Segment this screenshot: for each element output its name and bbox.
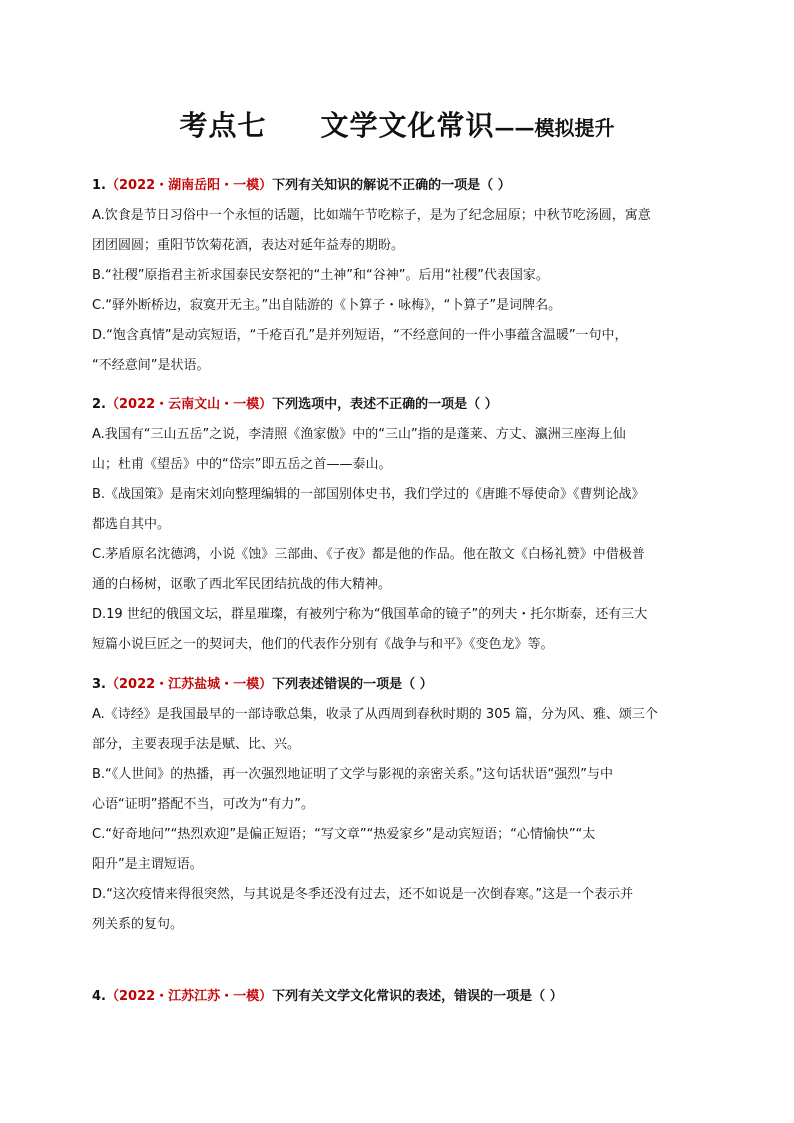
question-3-line: 阳升”是主谓短语。 (92, 857, 203, 872)
question-3 (92, 670, 710, 940)
title-part-subject: 文学文化常识 (320, 109, 495, 142)
question-3-line: C.“好奇地问”“热烈欢迎”是偏正短语；“写文章”“热爱家乡”是动宾短语；“心情愉快”“太 (92, 827, 596, 842)
question-1-line: 团团圆圆；重阳节饮菊花酒，表达对延年益寿的期盼。 (92, 238, 405, 253)
question-2-line: 都选自其中。 (92, 517, 171, 532)
question-number: 1. (92, 178, 106, 193)
question-3-line: A.《诗经》是我国最早的一部诗歌总集，收录了从西周到春秋时期的 305 篇，分为风、雅、颂三个 (92, 707, 658, 722)
question-3-line: D.“这次疫情来得很突然，与其说是冬季还没有过去，还不如说是一次倒春寒。”这是一个表示并 (92, 887, 634, 902)
question-2-line: 短篇小说巨匠之一的契诃夫，他们的代表作分别有《战争与和平》《变色龙》等。 (92, 637, 554, 652)
question-source: （2022・江苏江苏・一模） (105, 989, 273, 1004)
question-1 (92, 171, 710, 381)
question-stem: 下列表述错误的一项是（ ） (272, 677, 433, 692)
question-4-header (92, 982, 710, 1012)
question-2-line: A.我国有“三山五岳”之说，李清照《渔家傲》中的“三山”指的是蓬莱、方丈、瀛洲三座海上仙 (92, 427, 626, 442)
page-title (0, 104, 794, 144)
question-2-line: C.茅盾原名沈德鸿，小说《蚀》三部曲、《子夜》都是他的作品。他在散文《白杨礼赞》中借极普 (92, 547, 645, 562)
question-1-line: C.“驿外断桥边，寂寞开无主。”出自陆游的《卜算子・咏梅》，“卜算子”是词牌名。 (92, 298, 562, 313)
title-part-topic: 考点七 (179, 109, 267, 142)
title-part-suffix: ——模拟提升 (494, 116, 615, 140)
question-number: 3. (92, 677, 106, 692)
question-stem: 下列选项中，表述不正确的一项是（ ） (272, 397, 498, 412)
question-1-line: D.“饱含真情”是动宾短语，“千疮百孔”是并列短语，“不经意间的一件小事蕴含温暖”一句中， (92, 328, 628, 343)
question-stem: 下列有关文学文化常识的表述，错误的一项是（ ） (272, 989, 563, 1004)
question-1-line: B.“社稷”原指君主祈求国泰民安祭祀的“土神”和“谷神”。后用“社稷”代表国家。 (92, 268, 549, 283)
question-2-line: 通的白杨树，讴歌了西北军民团结抗战的伟大精神。 (92, 577, 392, 592)
question-3-line: B.“《人世间》的热播，再一次强烈地证明了文学与影视的亲密关系。”这句话状语“强烈”与中 (92, 767, 613, 782)
question-4 (92, 982, 710, 1012)
question-2-line: 山；杜甫《望岳》中的“岱宗”即五岳之首——泰山。 (92, 457, 392, 472)
question-source: （2022・云南文山・一模） (105, 397, 273, 412)
question-1-header (92, 171, 710, 201)
question-2-line: D.19 世纪的俄国文坛，群星璀璨，有被列宁称为“俄国革命的镜子”的列夫・托尔斯泰，还有三大 (92, 607, 648, 622)
question-3-header (92, 670, 710, 700)
question-1-line: “不经意间”是状语。 (92, 358, 210, 373)
question-source: （2022・江苏盐城・一模） (105, 677, 273, 692)
question-2 (92, 390, 710, 660)
question-1-line: A.饮食是节日习俗中一个永恒的话题，比如端午节吃粽子，是为了纪念屈原；中秋节吃汤圆，寓意 (92, 208, 651, 223)
question-3-line: 心语“证明”搭配不当，可改为“有力”。 (92, 797, 314, 812)
question-number: 4. (92, 989, 106, 1004)
question-3-line: 列关系的复句。 (92, 917, 184, 932)
question-2-line: B.《战国策》是南宋刘向整理编辑的一部国别体史书，我们学过的《唐雎不辱使命》《曹刿论战》 (92, 487, 645, 502)
question-stem: 下列有关知识的解说不正确的一项是（ ） (272, 178, 511, 193)
question-3-line: 部分，主要表现手法是赋、比、兴。 (92, 737, 301, 752)
question-2-header (92, 390, 710, 420)
question-source: （2022・湖南岳阳・一模） (105, 178, 273, 193)
question-number: 2. (92, 397, 106, 412)
